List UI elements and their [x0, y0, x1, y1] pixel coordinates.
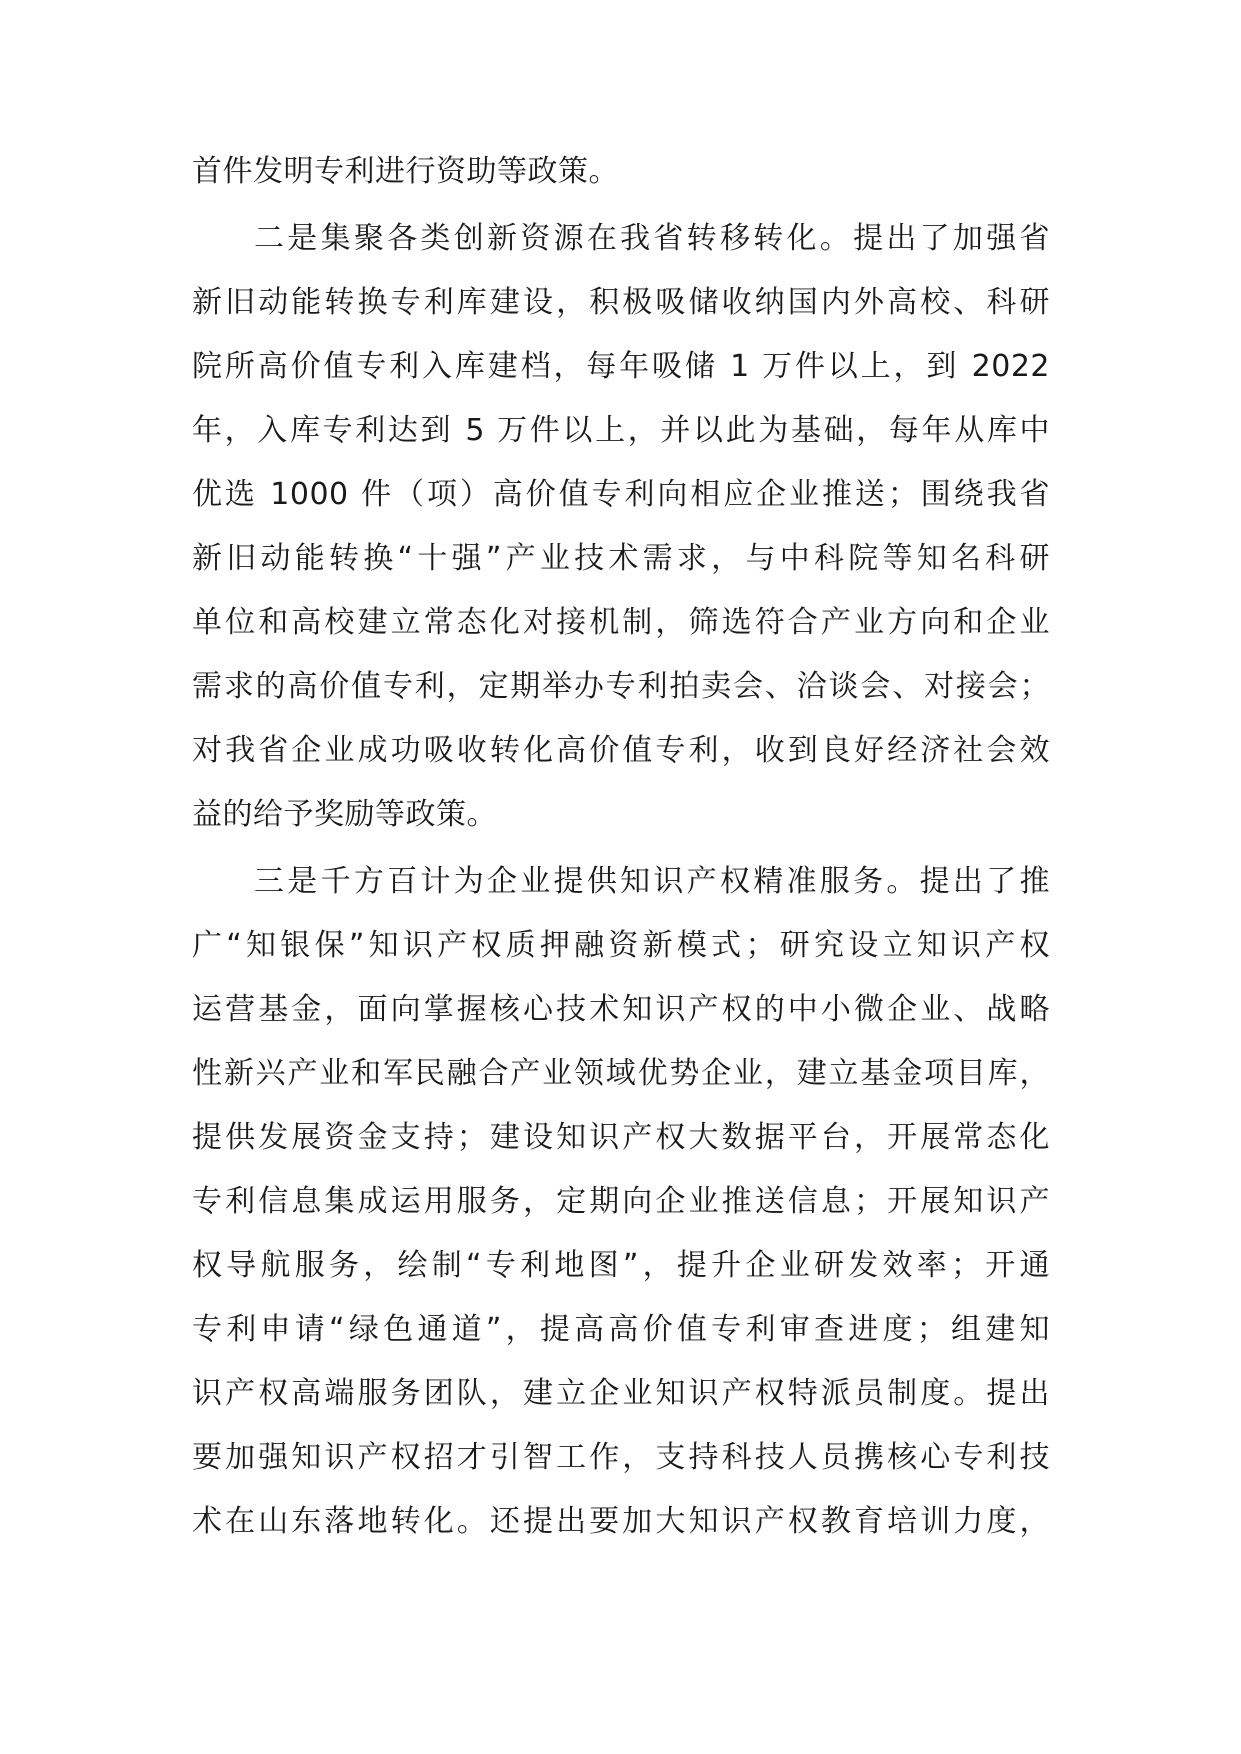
text-line: 性新兴产业和军民融合产业领域优势企业，建立基金项目库，: [192, 1056, 1050, 1091]
text-line: 院所高价值专利入库建档，每年吸储 1 万件以上，到 2022: [192, 349, 1050, 384]
text-line: 益的给予奖励等政策。: [192, 797, 497, 832]
paragraph-3: [192, 862, 1050, 1541]
paragraph-2: [192, 219, 1050, 834]
text-line: 广“知银保”知识产权质押融资新模式；研究设立知识产权: [192, 928, 1050, 963]
text-line: 新旧动能转换“十强”产业技术需求，与中科院等知名科研: [192, 541, 1050, 576]
text-line: 要加强知识产权招才引智工作，支持科技人员携核心专利技: [192, 1440, 1050, 1475]
text-line: 运营基金，面向掌握核心技术知识产权的中小微企业、战略: [192, 992, 1050, 1027]
text-line: 新旧动能转换专利库建设，积极吸储收纳国内外高校、科研: [192, 285, 1050, 320]
text-line: 需求的高价值专利，定期举办专利拍卖会、洽谈会、对接会；: [192, 669, 1050, 704]
text-line: 对我省企业成功吸收转化高价值专利，收到良好经济社会效: [192, 733, 1050, 768]
text-line: 术在山东落地转化。还提出要加大知识产权教育培训力度，: [192, 1504, 1050, 1539]
text-line: 专利申请“绿色通道”，提高高价值专利审查进度；组建知: [192, 1312, 1050, 1347]
text-line: 优选 1000 件（项）高价值专利向相应企业推送；围绕我省: [192, 477, 1050, 512]
text-line: 识产权高端服务团队，建立企业知识产权特派员制度。提出: [192, 1376, 1050, 1411]
paragraph-1: [192, 152, 1050, 191]
text-line: 年，入库专利达到 5 万件以上，并以此为基础，每年从库中: [192, 413, 1050, 448]
text-line: 首件发明专利进行资助等政策。: [192, 154, 619, 189]
text-line: 提供发展资金支持；建设知识产权大数据平台，开展常态化: [192, 1120, 1050, 1155]
text-line: 三是千方百计为企业提供知识产权精准服务。提出了推: [254, 864, 1050, 899]
text-line: 单位和高校建立常态化对接机制，筛选符合产业方向和企业: [192, 605, 1050, 640]
document-body: [192, 152, 1050, 1566]
text-line: 专利信息集成运用服务，定期向企业推送信息；开展知识产: [192, 1184, 1050, 1219]
text-line: 权导航服务，绘制“专利地图”，提升企业研发效率；开通: [192, 1248, 1050, 1283]
text-line: 二是集聚各类创新资源在我省转移转化。提出了加强省: [254, 221, 1050, 256]
